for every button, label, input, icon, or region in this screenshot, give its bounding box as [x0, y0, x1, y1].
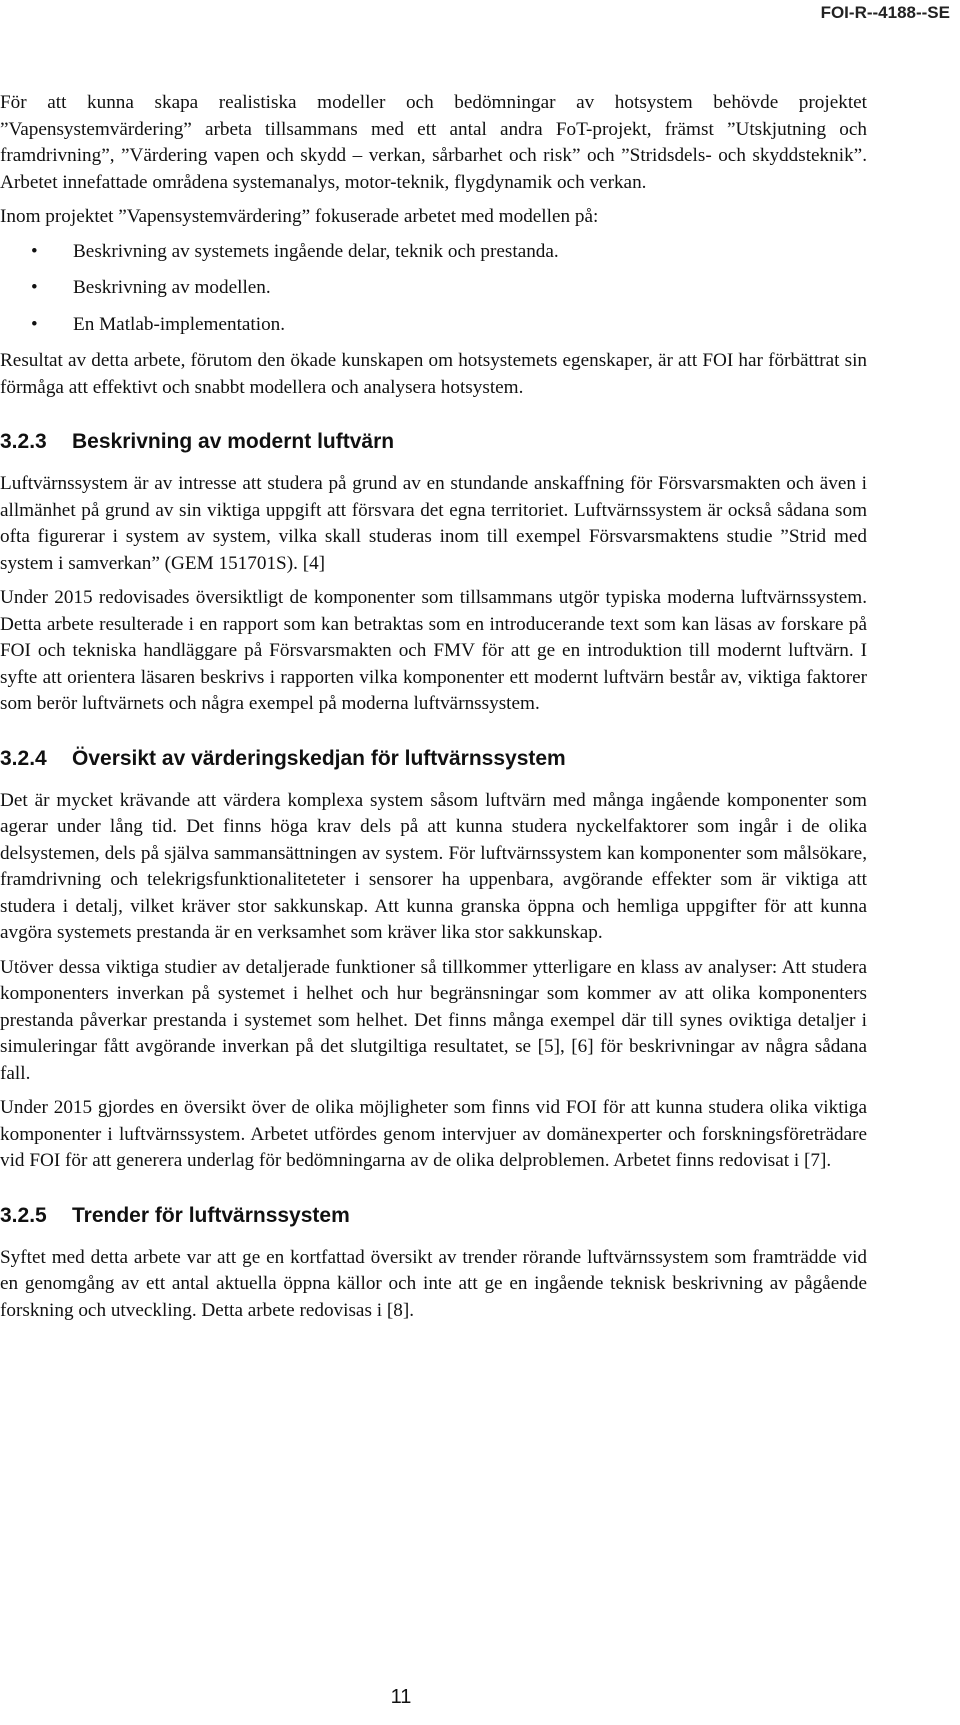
section-3-2-5-paragraph-1: Syftet med detta arbete var att ge en kortfattad översikt av trender rörande luftvärnssystem som framträdde vid en genomgång av ett antal aktuella öppna källor och inte att ge en ingående teknisk beskrivning av pågående forskning och utveckling. Detta arbete redovisas i [8].: [0, 1246, 867, 1321]
bullet-item: • En Matlab-implementation.: [0, 312, 867, 339]
section-number: 3.2.5: [0, 1203, 47, 1227]
section-title: Beskrivning av modernt luftvärn: [72, 430, 395, 453]
bullet-item: • Beskrivning av modellen.: [0, 275, 867, 302]
intro-paragraph-2: Inom projektet ”Vapensystemvärdering” fokuserade arbetet med modellen på:: [0, 206, 599, 227]
section-3-2-4-paragraph-1: Det är mycket krävande att värdera komplexa system såsom luftvärn med många ingående komponenter som agerar under lång tid. Det finns höga krav dels på att kunna studera nyckelfaktorer som ingår i de olika delsystemen, dels på själva sammansättningen av system. För luftvärnssystem kan komponenter som målsökare, framdrivning och telekrigsfunktionaliteteter i sensorer ha uppenbara, avgörande effekter som är viktiga att studera i detalj, vilket kräver stor sakkunskap. Att kunna granska öppna och hemliga uppgifter för att kunna avgöra systemets prestanda är en verksamhet som kräver lika stor sakkunskap.: [0, 789, 867, 943]
section-3-2-4-paragraph-2: Utöver dessa viktiga studier av detaljerade funktioner så tillkommer ytterligare en klass av analyser: Att studera komponenters inverkan på systemet i helhet och hur begränsningar som kommer av att olika komponenters prestanda påverkar prestanda i systemet som helhet. Det finns många exempel där till synes oviktiga detaljer i simuleringar fått avgörande inverkan på det slutgiltiga resultatet, se [5], [6] för beskrivningar av några sådana fall.: [0, 956, 867, 1084]
section-heading-3-2-3: [0, 429, 867, 455]
section-number: 3.2.3: [0, 430, 47, 453]
bullet-list: [0, 239, 867, 339]
section-title: Översikt av värderingskedjan för luftvärnssystem: [72, 746, 566, 770]
section-number: 3.2.4: [0, 746, 47, 770]
bullet-item: • Beskrivning av systemets ingående delar, teknik och prestanda.: [0, 239, 867, 266]
section-title: Trender för luftvärnssystem: [72, 1203, 350, 1227]
section-heading-3-2-4: [0, 746, 867, 772]
section-3-2-4-paragraph-3: Under 2015 gjordes en översikt över de olika möjligheter som finns vid FOI för att kunna studera olika viktiga komponenter i luftvärnssystem. Arbetet utfördes genom intervjuer av domänexperter och forskningsföreträdare vid FOI för att generera underlag för bedömningarna av de olika delproblemen. Arbetet finns redovisat i [7].: [0, 1097, 867, 1171]
intro-paragraph-3: Resultat av detta arbete, förutom den ökade kunskapen om hotsystemets egenskaper, är att FOI har förbättrat sin förmåga att effektivt och snabbt modellera och analysera hotsystem.: [0, 350, 867, 398]
section-3-2-3-paragraph-1: Luftvärnssystem är av intresse att studera på grund av en stundande anskaffning för Försvarsmakten och även i allmänhet på grund av sin viktiga uppgift att försvara det egna territoriet. Luftvärnssystem är också sådana som ofta figurerar i system av system, vilka skall studeras inom till exempel Försvarsmaktens studie ”Strid med system i samverkan” (GEM 151701S). [4]: [0, 473, 867, 574]
intro-paragraph-1: För att kunna skapa realistiska modeller och bedömningar av hotsystem behövde projektet ”Vapensystemvärdering” arbeta tillsammans med ett antal andra FoT-projekt, främst ”Utskjutning och framdrivning”, ”Värdering vapen och skydd – verkan, sårbarhet och risk” och ”Stridsdels- och skyddsteknik”. Arbetet innefattade områdena systemanalys, motor-teknik, flygdynamik och verkan.: [0, 92, 867, 193]
page-number: 11: [390, 1686, 412, 1708]
report-id: FOI-R--4188--SE: [820, 3, 950, 22]
page-body: [0, 90, 867, 1332]
section-heading-3-2-5: [0, 1203, 867, 1229]
section-3-2-3-paragraph-2: Under 2015 redovisades översiktligt de komponenter som tillsammans utgör typiska moderna luftvärnssystem. Detta arbete resulterade i en rapport som kan betraktas som en introducerande text som kan läsas av forskare på FOI och tekniska handläggare på Försvarsmakten och FMV för att ge en introduktion till modernt luftvärn. I syfte att orientera läsaren beskrivs i rapporten vilka komponenter ett modernt luftvärn består av, viktiga faktorer som berör luftvärnets och några exempel på moderna luftvärnssystem.: [0, 587, 867, 714]
